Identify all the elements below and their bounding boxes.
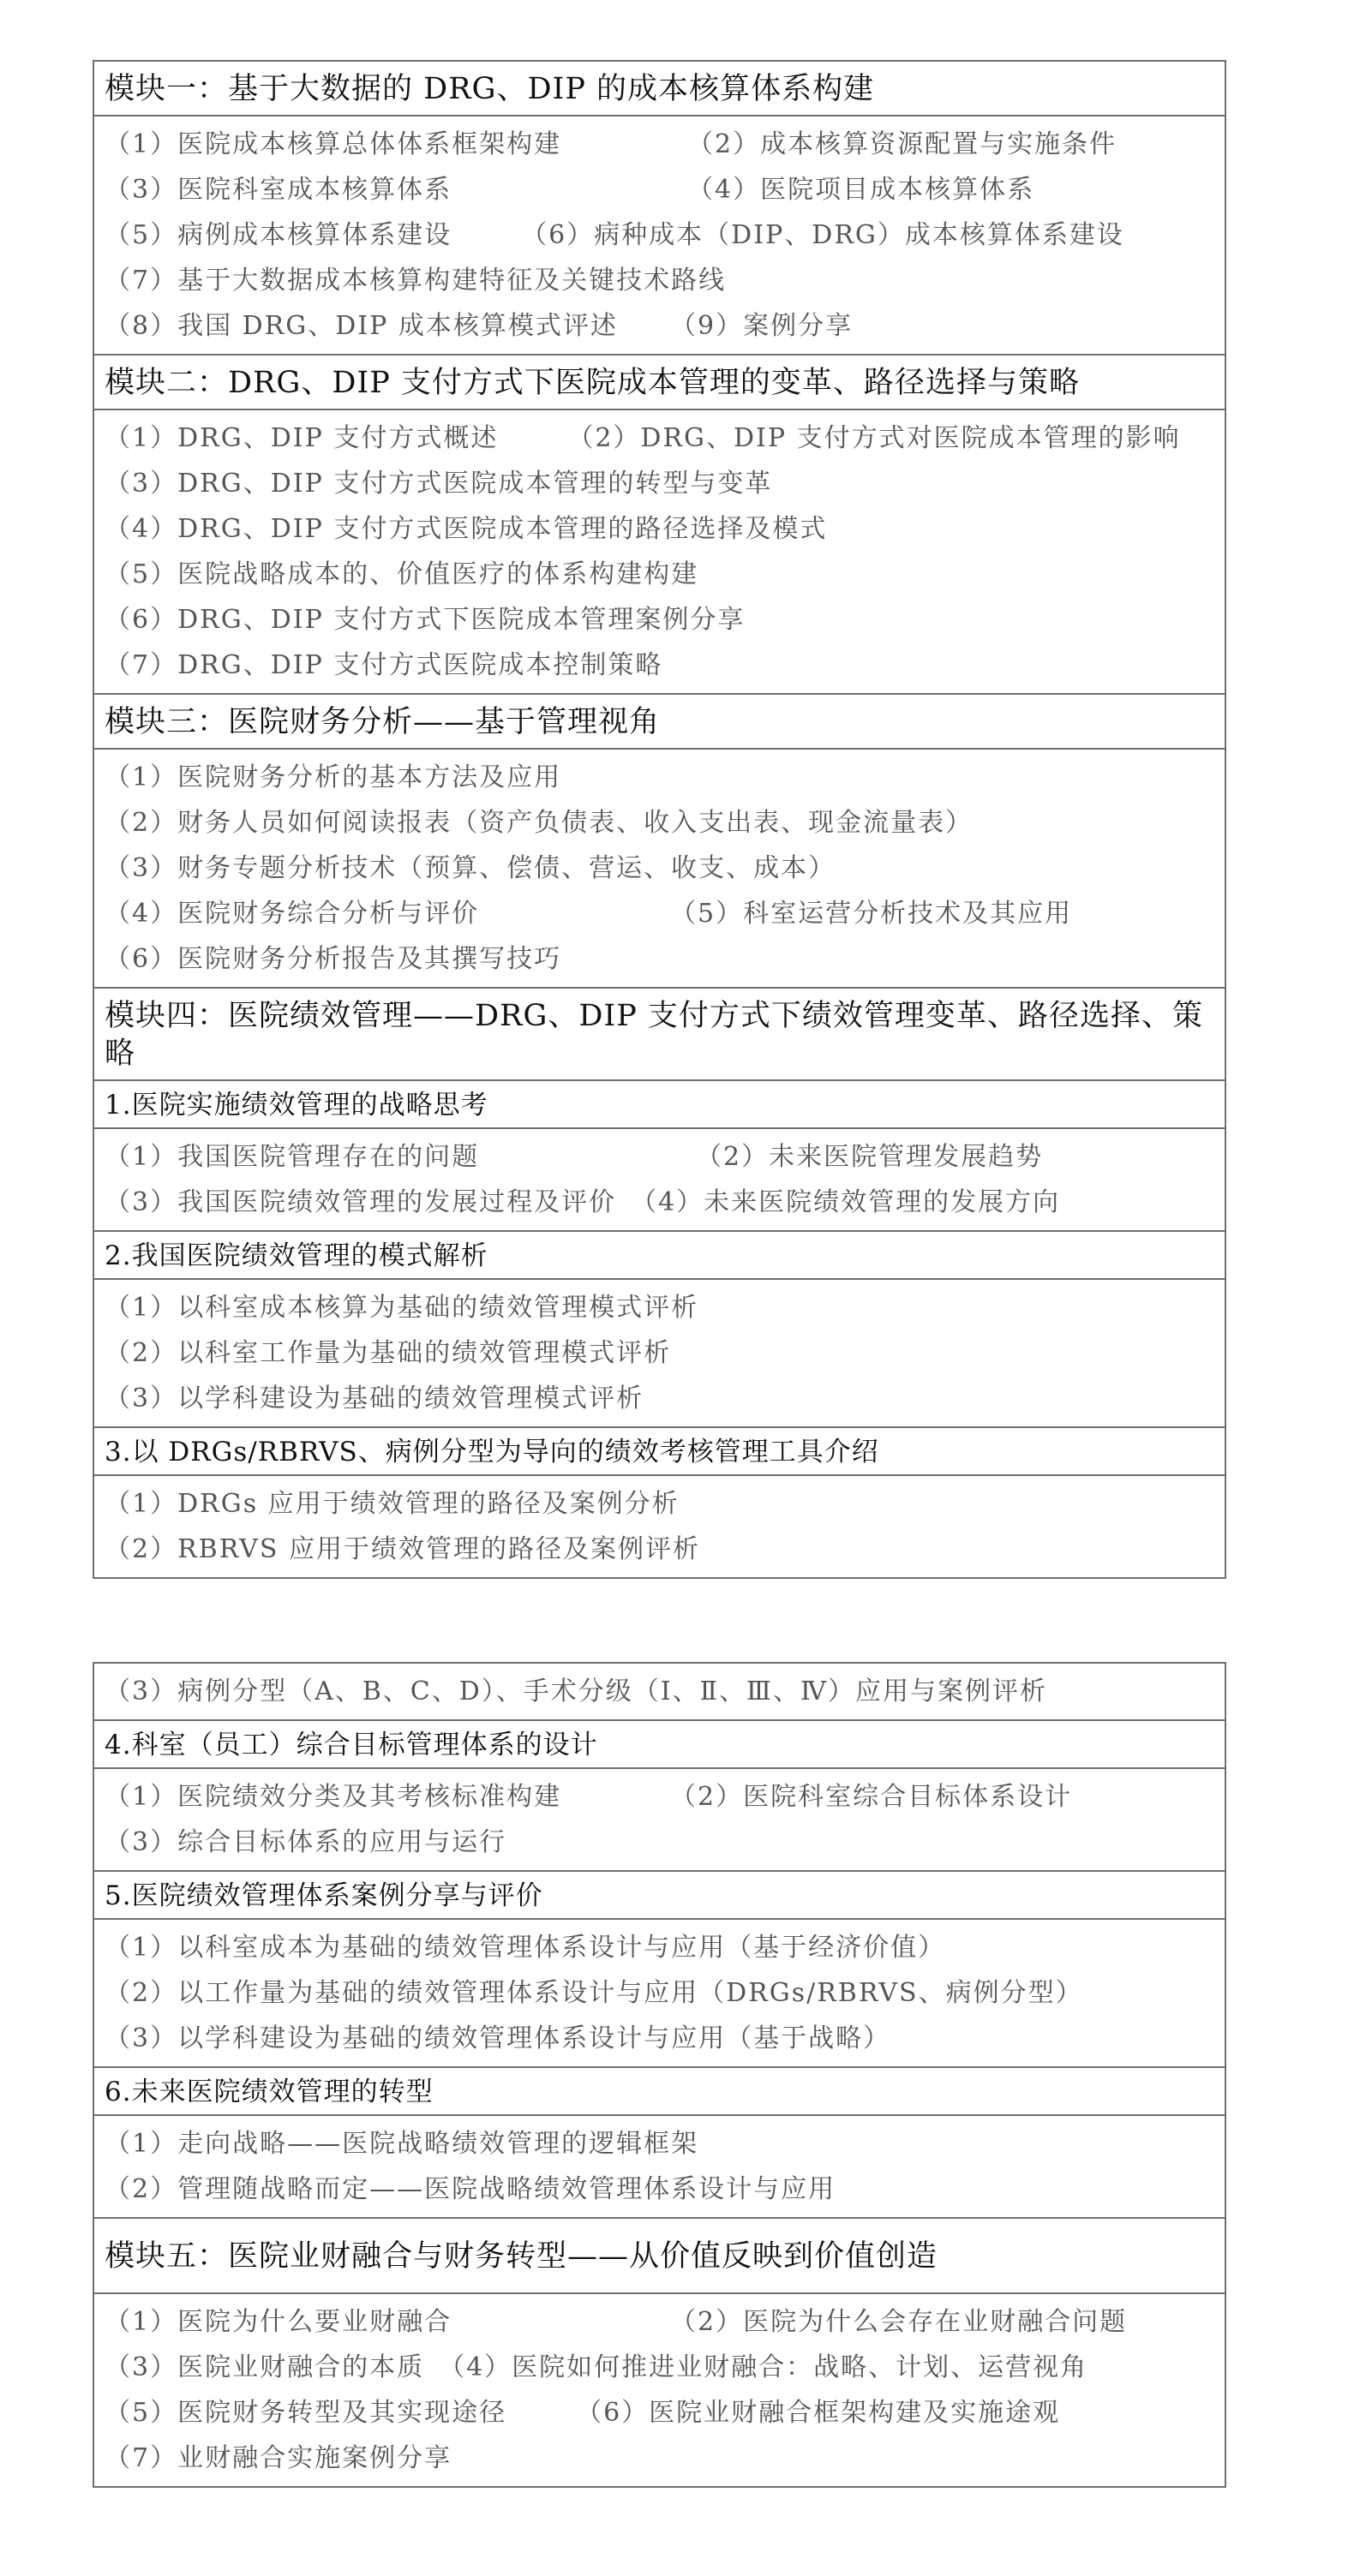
module-1-title: 模块一：基于大数据的 DRG、DIP 的成本核算体系构建 — [105, 72, 875, 106]
list-item: （2）RBRVS 应用于绩效管理的路径及案例评析 — [105, 1534, 700, 1564]
module-2-content — [94, 409, 1225, 693]
module-3-title: 模块三：医院财务分析——基于管理视角 — [94, 693, 1225, 748]
section-4-5-title: 5.医院绩效管理体系案例分享与评价 — [94, 1870, 1225, 1918]
section-4-2-content — [94, 1278, 1225, 1426]
section-4-1-title: 1.医院实施绩效管理的战略思考 — [94, 1079, 1225, 1127]
list-item: （1）以科室成本为基础的绩效管理体系设计与应用（基于经济价值） — [105, 1933, 946, 1963]
list-item: （2）以工作量为基础的绩效管理体系设计与应用（DRGs/RBRVS、病例分型） — [105, 1978, 1083, 2008]
module-5-title: 模块五：医院业财融合与财务转型——从价值反映到价值创造 — [94, 2217, 1225, 2292]
list-item: （3）财务专题分析技术（预算、偿债、营运、收支、成本） — [105, 853, 836, 883]
list-item: （5）医院财务转型及其实现途径 （6）医院业财融合框架构建及实施途观 — [105, 2398, 1061, 2428]
list-item: （3）DRG、DIP 支付方式医院成本管理的转型与变革 — [105, 469, 773, 499]
list-item: （1）医院财务分析的基本方法及应用 — [105, 762, 562, 792]
module-3-content — [94, 748, 1225, 987]
list-item: （3）综合目标体系的应用与运行 — [105, 1827, 507, 1857]
section-4-6-content — [94, 2114, 1225, 2217]
section-4-3-title: 3.以 DRGs/RBRVS、病例分型为导向的绩效考核管理工具介绍 — [94, 1426, 1225, 1474]
list-item: （1）医院成本核算总体体系框架构建 （2）成本核算资源配置与实施条件 — [105, 129, 1117, 159]
section-4-3-continued — [94, 1664, 1225, 1719]
section-4-6-title: 6.未来医院绩效管理的转型 — [94, 2066, 1225, 2114]
course-table-part-2 — [93, 1662, 1226, 2488]
list-item: （6）DRG、DIP 支付方式下医院成本管理案例分享 — [105, 605, 746, 635]
list-item: （1）医院为什么要业财融合 （2）医院为什么会存在业财融合问题 — [105, 2307, 1128, 2337]
section-4-4-title: 4.科室（员工）综合目标管理体系的设计 — [94, 1719, 1225, 1767]
list-item: （3）病例分型（A、B、C、D）、手术分级（Ⅰ、Ⅱ、Ⅲ、Ⅳ）应用与案例评析 — [105, 1676, 1047, 1706]
section-4-2-title: 2.我国医院绩效管理的模式解析 — [94, 1230, 1225, 1278]
list-item: （1）走向战略——医院战略绩效管理的逻辑框架 — [105, 2129, 699, 2159]
list-item: （4）DRG、DIP 支付方式医院成本管理的路径选择及模式 — [105, 514, 828, 544]
list-item: （1）医院绩效分类及其考核标准构建 （2）医院科室综合目标体系设计 — [105, 1782, 1073, 1812]
section-4-5-content — [94, 1918, 1225, 2066]
list-item: （8）我国 DRG、DIP 成本核算模式评述 （9）案例分享 — [105, 311, 854, 341]
list-item: （6）医院财务分析报告及其撰写技巧 — [105, 944, 562, 974]
list-item: （1）以科室成本核算为基础的绩效管理模式评析 — [105, 1293, 699, 1323]
module-5-content — [94, 2292, 1225, 2486]
list-item: （5）病例成本核算体系建设 （6）病种成本（DIP、DRG）成本核算体系建设 — [105, 220, 1124, 250]
list-item: （1）DRG、DIP 支付方式概述 （2）DRG、DIP 支付方式对医院成本管理的影响 — [105, 423, 1181, 453]
list-item: （3）我国医院绩效管理的发展过程及评价 （4）未来医院绩效管理的发展方向 — [105, 1187, 1061, 1217]
list-item: （5）医院战略成本的、价值医疗的体系构建构建 — [105, 559, 699, 589]
list-item: （3）医院业财融合的本质 （4）医院如何推进业财融合：战略、计划、运营视角 — [105, 2352, 1088, 2382]
module-2-title: 模块二：DRG、DIP 支付方式下医院成本管理的变革、路径选择与策略 — [94, 354, 1225, 409]
list-item: （1）我国医院管理存在的问题 （2）未来医院管理发展趋势 — [105, 1142, 1044, 1172]
list-item: （2）以科室工作量为基础的绩效管理模式评析 — [105, 1338, 672, 1368]
section-4-4-content — [94, 1767, 1225, 1870]
section-4-3-content — [94, 1474, 1225, 1577]
list-item: （7）DRG、DIP 支付方式医院成本控制策略 — [105, 650, 663, 680]
list-item: （7）业财融合实施案例分享 — [105, 2443, 452, 2473]
list-item: （2）财务人员如何阅读报表（资产负债表、收入支出表、现金流量表） — [105, 808, 974, 838]
list-item: （3）以学科建设为基础的绩效管理模式评析 — [105, 1384, 644, 1414]
module-4-title: 模块四：医院绩效管理——DRG、DIP 支付方式下绩效管理变革、路径选择、策略 — [94, 987, 1225, 1079]
list-item: （7）基于大数据成本核算构建特征及关键技术路线 — [105, 266, 727, 296]
course-table-part-1 — [93, 60, 1226, 1579]
list-item: （1）DRGs 应用于绩效管理的路径及案例分析 — [105, 1489, 680, 1519]
module-1-content — [94, 115, 1225, 354]
section-4-1-content — [94, 1127, 1225, 1230]
list-item: （4）医院财务综合分析与评价 （5）科室运营分析技术及其应用 — [105, 899, 1073, 929]
list-item: （3）医院科室成本核算体系 （4）医院项目成本核算体系 — [105, 175, 1035, 205]
list-item: （2）管理随战略而定——医院战略绩效管理体系设计与应用 — [105, 2174, 836, 2204]
list-item: （3）以学科建设为基础的绩效管理体系设计与应用（基于战略） — [105, 2023, 891, 2053]
